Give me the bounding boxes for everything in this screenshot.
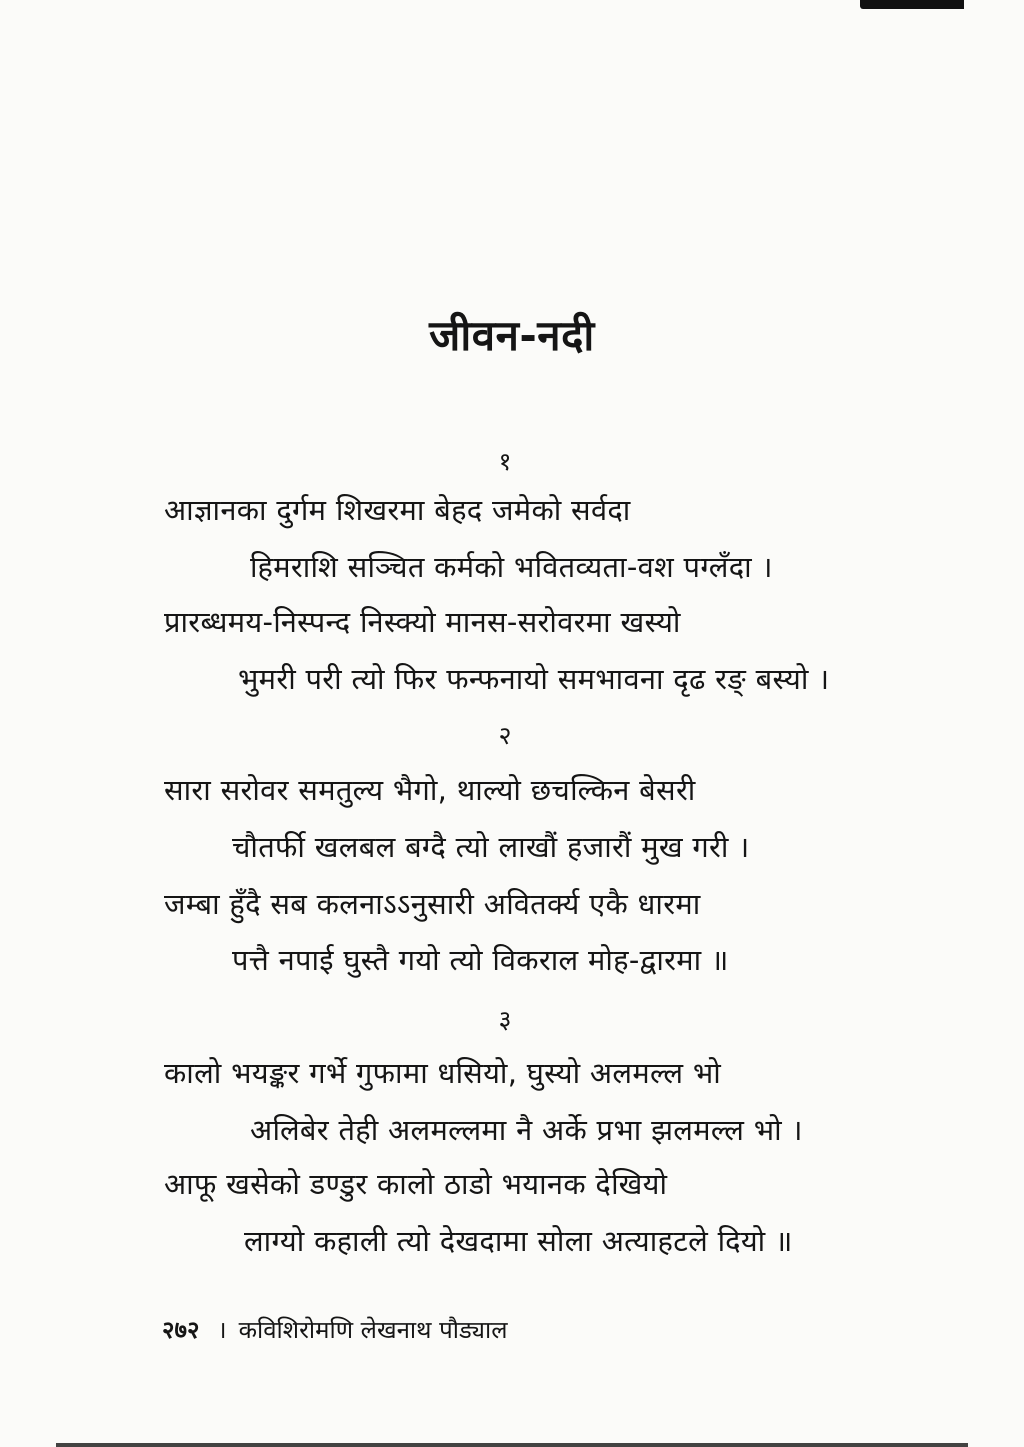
book-author: कविशिरोमणि लेखनाथ पौड्याल bbox=[238, 1316, 508, 1344]
poem-line: लाग्यो कहाली त्यो देखदामा सोला अत्याहटले दियो ॥ bbox=[244, 1224, 793, 1258]
stanza-number: ३ bbox=[498, 1005, 512, 1034]
poem-line: पत्तै नपाई घुस्तै गयो त्यो विकराल मोह-द्वारमा ॥ bbox=[232, 943, 729, 977]
poem-line: हिमराशि सञ्चित कर्मको भवितव्यता-वश पग्लँदा । bbox=[250, 550, 773, 584]
poem-line: कालो भयङ्कर गर्भे गुफामा धसियो, घुस्यो अलमल्ल भो bbox=[164, 1056, 722, 1090]
poem-line: जम्बा हुँदै सब कलनाऽऽनुसारी अवितर्क्य एकै धारमा bbox=[164, 887, 701, 921]
poem-line: चौतर्फी खलबल बग्दै त्यो लाखौं हजारौं मुख गरी । bbox=[232, 830, 750, 864]
poem-line: भुमरी परी त्यो फिर फन्फनायो समभावना दृढ रङ् बस्यो । bbox=[238, 662, 830, 696]
poem-line: प्रारब्धमय-निस्पन्द निस्क्यो मानस-सरोवरमा खस्यो bbox=[164, 605, 681, 639]
stanza-number: २ bbox=[498, 721, 512, 750]
poem-line: अलिबेर तेही अलमल्लमा नै अर्के प्रभा झलमल्ल भो । bbox=[250, 1113, 803, 1147]
poem-line: सारा सरोवर समतुल्य भैगो, थाल्यो छचल्किन बेसरी bbox=[164, 773, 696, 807]
page-footer bbox=[162, 1313, 508, 1346]
page-bottom-edge bbox=[56, 1443, 968, 1447]
poem-line: आफू खसेको डण्डुर कालो ठाडो भयानक देखियो bbox=[164, 1167, 668, 1201]
page-number: २७२ bbox=[162, 1316, 200, 1344]
page-corner-mark bbox=[860, 0, 964, 9]
poem-title: जीवन-नदी bbox=[429, 311, 595, 360]
poem-line: आज्ञानका दुर्गम शिखरमा बेहद जमेको सर्वदा bbox=[164, 493, 631, 527]
footer-separator: । bbox=[217, 1316, 227, 1344]
stanza-number: १ bbox=[498, 447, 512, 476]
